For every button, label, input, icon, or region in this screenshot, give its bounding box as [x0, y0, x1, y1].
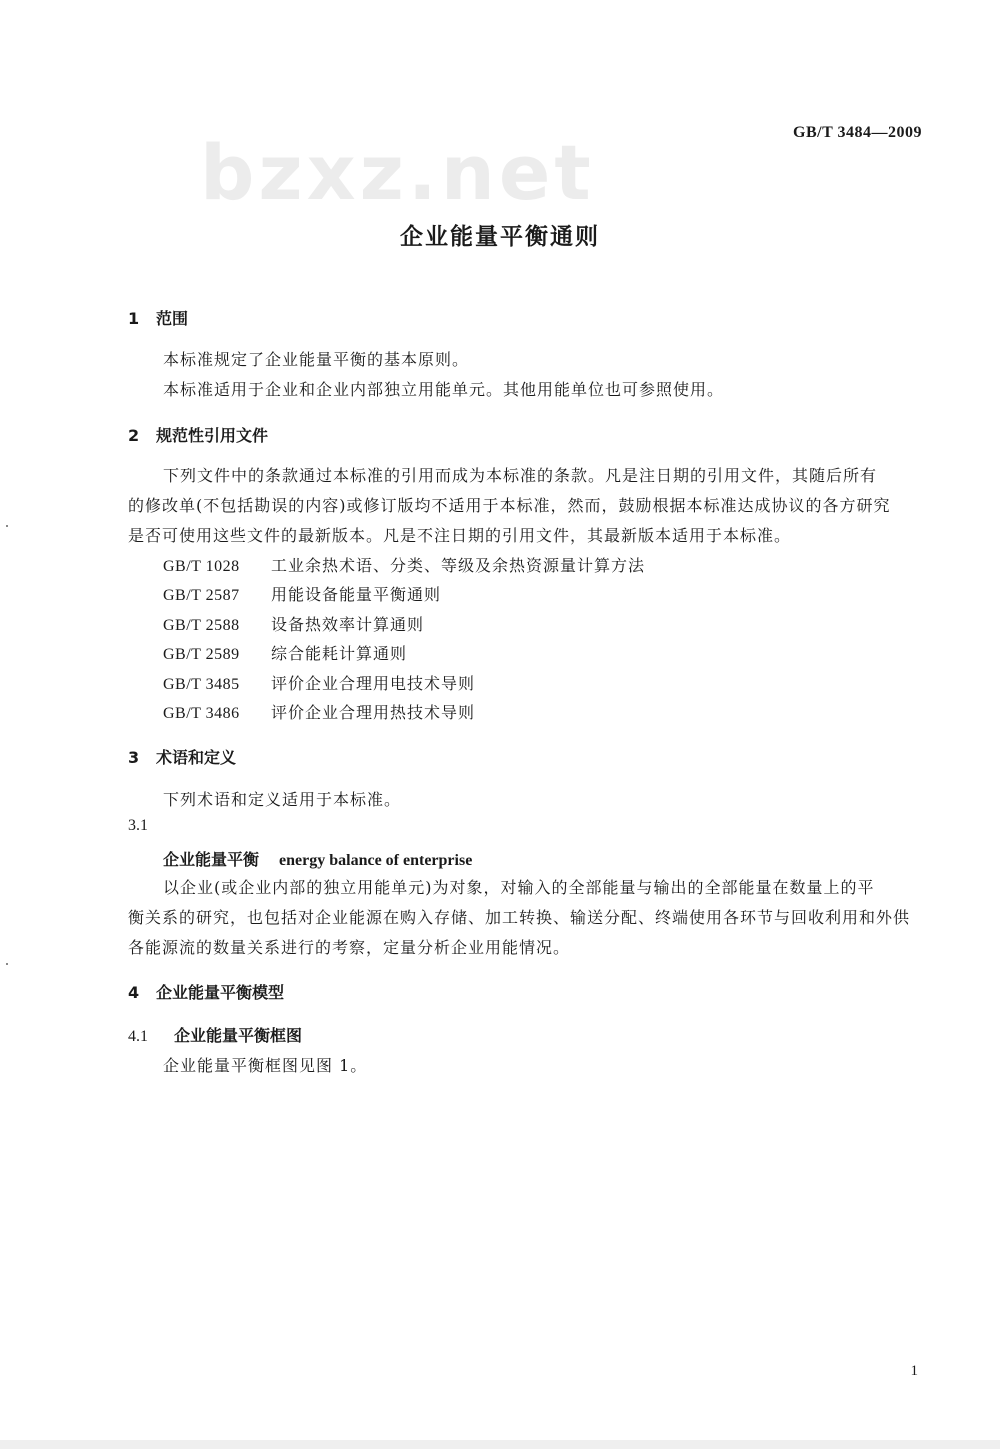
reference-name: 综合能耗计算通则 — [271, 644, 408, 663]
section-number: 2 — [128, 426, 140, 445]
page-bottom-edge — [0, 1440, 1000, 1449]
reference-code: GB/T 1028 — [163, 558, 240, 575]
paragraph: 本标准适用于企业和企业内部独立用能单元。其他用能单位也可参照使用。 — [163, 380, 725, 399]
page-number: 1 — [910, 1363, 918, 1379]
paragraph-line: 的修改单(不包括勘误的内容)或修订版均不适用于本标准，然而，鼓励根据本标准达成协议的各方研究 — [128, 496, 891, 515]
section-number: 1 — [128, 309, 140, 328]
subsection-4-1-heading — [128, 1023, 302, 1046]
reference-item — [163, 641, 407, 664]
definition-line: 各能源流的数量关系进行的考察，定量分析企业用能情况。 — [128, 938, 571, 957]
scan-mark — [6, 963, 8, 965]
section-number: 3 — [128, 748, 140, 767]
paragraph: 企业能量平衡框图见图 1。 — [163, 1056, 368, 1075]
definition-line: 以企业(或企业内部的独立用能单元)为对象，对输入的全部能量与输出的全部能量在数量上的平 — [163, 878, 875, 897]
reference-item — [163, 700, 475, 723]
subsection-number: 3.1 — [128, 817, 148, 834]
reference-code: GB/T 3486 — [163, 705, 240, 722]
reference-name: 用能设备能量平衡通则 — [271, 585, 442, 604]
definition-line: 衡关系的研究，也包括对企业能源在购入存储、加工转换、输送分配、终端使用各环节与回收利用和外供 — [128, 908, 911, 927]
reference-name: 工业余热术语、分类、等级及余热资源量计算方法 — [271, 556, 646, 575]
reference-code: GB/T 2588 — [163, 617, 240, 634]
section-number: 4 — [128, 983, 140, 1002]
term-english: energy balance of enterprise — [279, 852, 473, 869]
standard-code: GB/T 3484—2009 — [793, 124, 922, 141]
reference-name: 评价企业合理用电技术导则 — [271, 674, 476, 693]
paragraph: 本标准规定了企业能量平衡的基本原则。 — [163, 350, 470, 369]
watermark: bzxz.net — [200, 128, 595, 217]
section-title: 企业能量平衡模型 — [156, 983, 285, 1002]
section-title: 范围 — [156, 309, 189, 328]
paragraph: 下列术语和定义适用于本标准。 — [163, 790, 402, 809]
reference-code: GB/T 2587 — [163, 587, 240, 604]
scan-mark — [6, 525, 8, 527]
reference-item — [163, 582, 441, 605]
reference-name: 设备热效率计算通则 — [271, 615, 425, 634]
section-1-heading — [128, 306, 188, 329]
reference-item — [163, 553, 645, 576]
section-3-heading — [128, 745, 236, 768]
reference-item — [163, 671, 475, 694]
reference-name: 评价企业合理用热技术导则 — [271, 703, 476, 722]
paragraph-line: 下列文件中的条款通过本标准的引用而成为本标准的条款。凡是注日期的引用文件，其随后所有 — [163, 466, 878, 485]
reference-code: GB/T 2589 — [163, 646, 240, 663]
reference-code: GB/T 3485 — [163, 676, 240, 693]
term-chinese: 企业能量平衡 — [163, 850, 260, 869]
subsection-title: 企业能量平衡框图 — [174, 1026, 303, 1045]
subsection-number: 4.1 — [128, 1028, 148, 1045]
section-2-heading — [128, 423, 268, 446]
section-title: 术语和定义 — [156, 748, 237, 767]
section-title: 规范性引用文件 — [156, 426, 269, 445]
section-4-heading — [128, 980, 284, 1003]
paragraph-line: 是否可使用这些文件的最新版本。凡是不注日期的引用文件，其最新版本适用于本标准。 — [128, 526, 792, 545]
reference-item — [163, 612, 424, 635]
term-entry — [163, 847, 472, 870]
document-title: 企业能量平衡通则 — [400, 224, 600, 250]
